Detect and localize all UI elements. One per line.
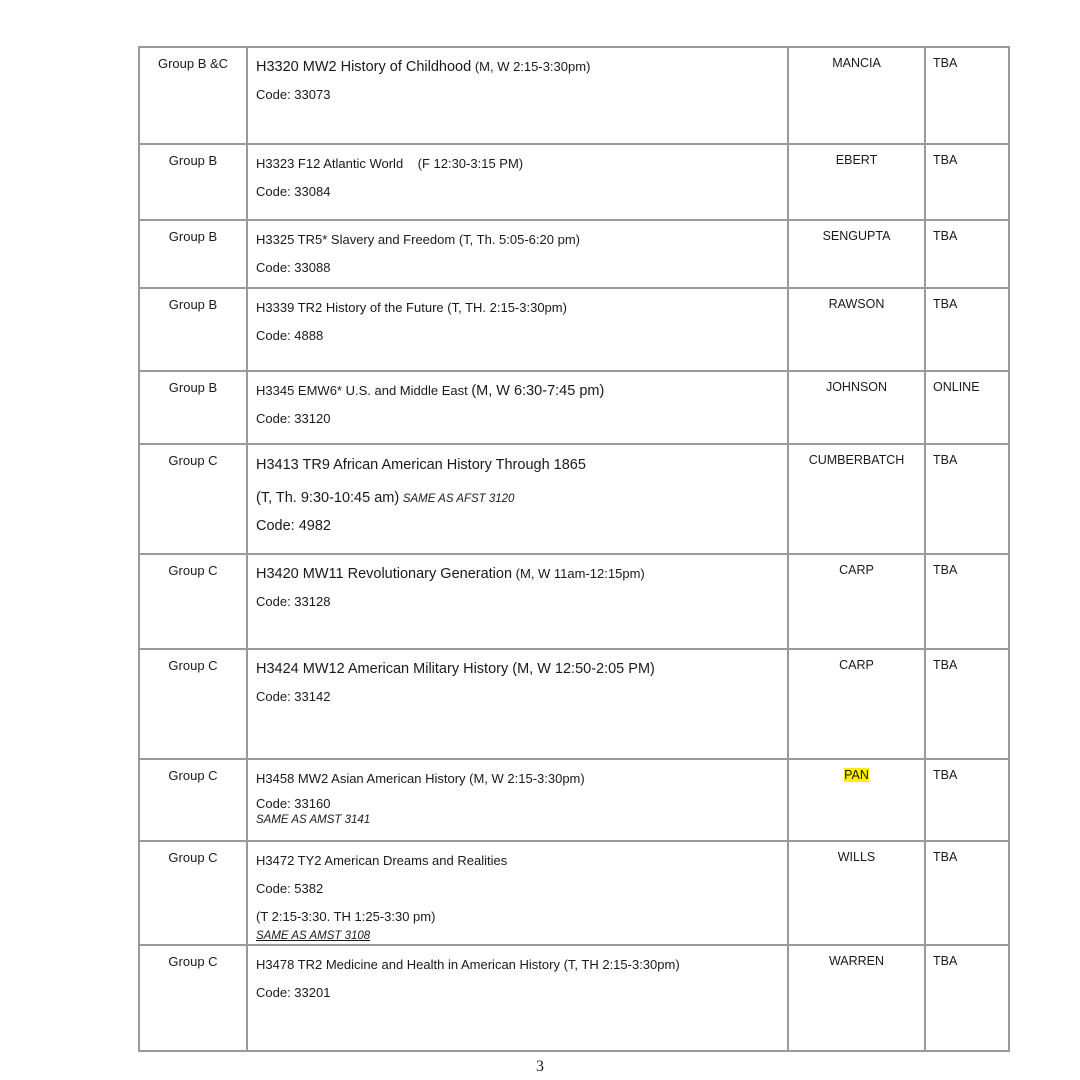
course-cell — [247, 841, 788, 945]
course-cell — [247, 288, 788, 371]
course-cell — [247, 144, 788, 220]
course-time: (T, Th. 9:30-10:45 am) — [256, 490, 400, 506]
course-code: Code: 33128 — [256, 594, 331, 609]
room-cell: TBA — [925, 47, 1009, 144]
table-row — [139, 47, 1009, 144]
same-as-note: SAME AS AFST 3120 — [402, 493, 515, 505]
course-title: H3420 MW11 Revolutionary Generation — [256, 566, 513, 582]
course-cell — [247, 444, 788, 554]
course-title: H3413 TR9 African American History Through 1865 — [256, 457, 586, 473]
course-title: H3339 TR2 History of the Future — [256, 300, 444, 315]
table-row — [139, 144, 1009, 220]
course-code: Code: 33088 — [256, 260, 331, 275]
course-time: (M, W 2:15-3:30pm) — [474, 59, 591, 74]
room-cell: TBA — [925, 841, 1009, 945]
group-cell: Group C — [139, 649, 247, 759]
table-row — [139, 649, 1009, 759]
course-code: Code: 33084 — [256, 184, 331, 199]
course-time: (T, Th. 5:05-6:20 pm) — [458, 232, 580, 247]
room-cell: TBA — [925, 945, 1009, 1051]
instructor-cell: EBERT — [788, 144, 925, 220]
instructor-name-highlighted: PAN — [844, 768, 869, 782]
course-code: Code: 33142 — [256, 689, 331, 704]
room-cell: TBA — [925, 144, 1009, 220]
room-cell: TBA — [925, 649, 1009, 759]
instructor-cell: WILLS — [788, 841, 925, 945]
table-row — [139, 759, 1009, 841]
course-cell — [247, 47, 788, 144]
instructor-cell: WARREN — [788, 945, 925, 1051]
room-cell: TBA — [925, 288, 1009, 371]
course-code: Code: 33120 — [256, 411, 331, 426]
course-time: (T 2:15-3:30. TH 1:25-3:30 pm) — [256, 909, 436, 924]
group-cell: Group C — [139, 444, 247, 554]
course-title: H3424 MW12 American Military History (M, W 12:50-2:05 PM) — [256, 661, 655, 677]
table-row — [139, 841, 1009, 945]
course-cell — [247, 554, 788, 649]
course-time: (T, TH. 2:15-3:30pm) — [447, 300, 567, 315]
course-title: H3320 MW2 History of Childhood — [256, 59, 472, 75]
room-cell: TBA — [925, 759, 1009, 841]
group-cell: Group C — [139, 841, 247, 945]
course-time: (F 12:30-3:15 PM) — [417, 156, 524, 171]
instructor-cell — [788, 759, 925, 841]
table-row — [139, 288, 1009, 371]
course-code: Code: 33160 — [256, 796, 331, 811]
table-row — [139, 554, 1009, 649]
course-cell — [247, 220, 788, 288]
course-cell — [247, 759, 788, 841]
course-code: Code: 4982 — [256, 518, 331, 534]
course-title: H3458 MW2 Asian American History (M, W 2:15-3:30pm) — [256, 771, 585, 786]
table-row — [139, 444, 1009, 554]
course-title: H3345 EMW6* U.S. and Middle East — [256, 383, 468, 398]
course-cell — [247, 649, 788, 759]
course-title: H3323 F12 Atlantic World — [256, 156, 404, 171]
room-cell: TBA — [925, 220, 1009, 288]
course-code: Code: 4888 — [256, 328, 324, 343]
group-cell: Group C — [139, 945, 247, 1051]
table-row — [139, 220, 1009, 288]
group-cell: Group C — [139, 554, 247, 649]
course-cell — [247, 945, 788, 1051]
instructor-cell: MANCIA — [788, 47, 925, 144]
page-number: 3 — [536, 1058, 544, 1075]
course-cell — [247, 371, 788, 444]
course-title: H3472 TY2 American Dreams and Realities — [256, 853, 508, 868]
room-cell: ONLINE — [925, 371, 1009, 444]
table-row — [139, 371, 1009, 444]
course-code: Code: 5382 — [256, 881, 324, 896]
course-time: (M, W 6:30-7:45 pm) — [471, 383, 605, 399]
course-schedule-table — [138, 46, 1010, 1052]
instructor-cell: CUMBERBATCH — [788, 444, 925, 554]
group-cell: Group B — [139, 144, 247, 220]
table-row — [139, 945, 1009, 1051]
group-cell: Group B — [139, 288, 247, 371]
group-cell: Group B — [139, 220, 247, 288]
course-code: Code: 33073 — [256, 87, 331, 102]
room-cell: TBA — [925, 554, 1009, 649]
same-as-note: SAME AS AMST 3108 — [256, 930, 371, 942]
same-as-note: SAME AS AMST 3141 — [256, 814, 371, 826]
instructor-cell: JOHNSON — [788, 371, 925, 444]
instructor-cell: CARP — [788, 554, 925, 649]
room-cell: TBA — [925, 444, 1009, 554]
group-cell: Group C — [139, 759, 247, 841]
course-code: Code: 33201 — [256, 985, 331, 1000]
course-time: (M, W 11am-12:15pm) — [515, 566, 645, 581]
group-cell: Group B &C — [139, 47, 247, 144]
course-title: H3478 TR2 Medicine and Health in American History (T, TH 2:15-3:30pm) — [256, 957, 680, 972]
instructor-cell: RAWSON — [788, 288, 925, 371]
course-title: H3325 TR5* Slavery and Freedom — [256, 232, 456, 247]
group-cell: Group B — [139, 371, 247, 444]
instructor-cell: SENGUPTA — [788, 220, 925, 288]
instructor-cell: CARP — [788, 649, 925, 759]
